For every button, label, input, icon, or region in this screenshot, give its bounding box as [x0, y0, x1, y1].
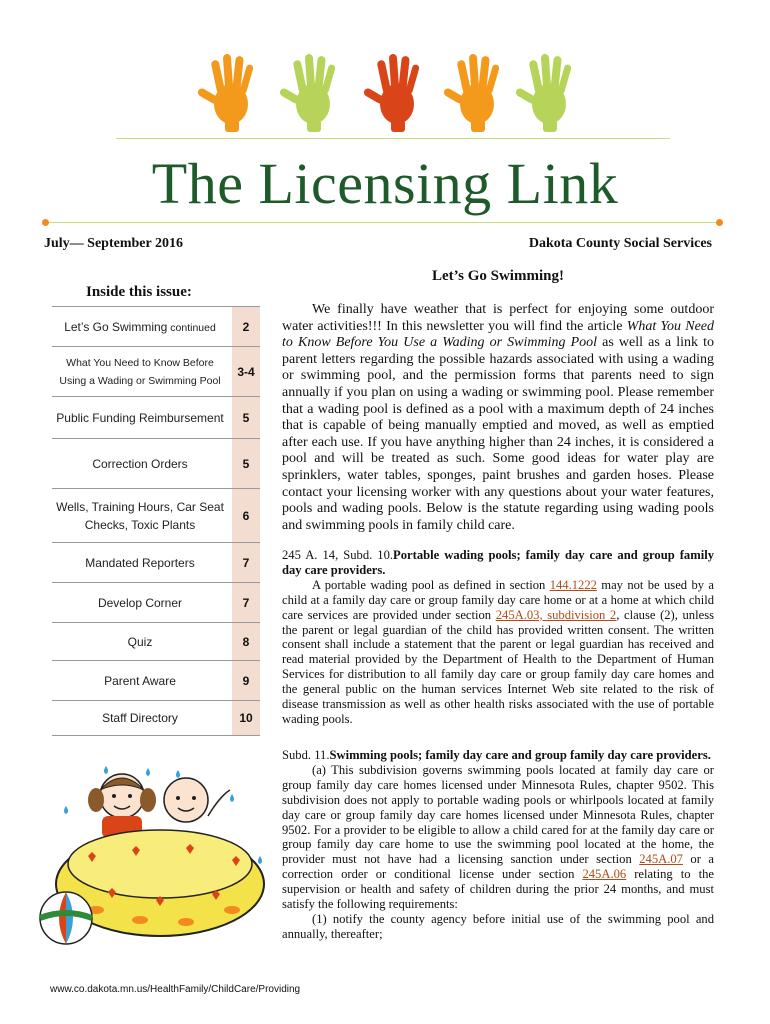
toc-page-number: 7 — [232, 543, 260, 583]
footer-url[interactable]: www.co.dakota.mn.us/HealthFamily/ChildCare/Providing — [50, 984, 301, 995]
toc-row[interactable] — [52, 700, 260, 736]
toc-page-number: 6 — [232, 489, 260, 543]
toc-label: Correction Orders — [92, 457, 188, 471]
statute-link[interactable]: 245A.07 — [639, 852, 683, 867]
hand-icon — [195, 52, 265, 134]
toc-label: Mandated Reporters — [85, 556, 195, 570]
toc-page-number: 10 — [232, 701, 260, 735]
rule-end-dot — [716, 219, 723, 226]
masthead-top-rule — [116, 138, 670, 139]
statute-subd-10 — [282, 548, 714, 727]
toc-page-number: 9 — [232, 661, 260, 701]
statute-link[interactable]: 144.1222 — [549, 577, 597, 592]
masthead-title: The Licensing Link — [151, 151, 619, 216]
toc-label: Let’s Go Swimming continued — [64, 319, 216, 334]
toc-row[interactable] — [52, 306, 260, 347]
toc-page-number: 5 — [232, 397, 260, 439]
toc-page-number: 7 — [232, 583, 260, 623]
hand-icon — [441, 52, 511, 134]
subd-11-heading: Subd. 11.Swimming pools; family day care and group family day care providers. — [282, 748, 711, 762]
statute-subd-11 — [282, 748, 714, 942]
statute-link[interactable]: 245A.06 — [582, 867, 627, 882]
article-title: Let’s Go Swimming! — [432, 268, 564, 284]
publisher-name: Dakota County Social Services — [528, 236, 712, 251]
toc-page-number: 5 — [232, 439, 260, 489]
subd-10-body: A portable wading pool as defined in section 144.1222 may not be used by a child at a family day care or group family day care home or at a home at which child care services are provided under section 245A.03, subdivision 2, clause (2), unless the parent or legal guardian of the child has provided written consent. The written consent shall include a statement that the parent or legal guardian has received and read material provided by the Department of Health to the Department of Human Services for distribution to all family day care or group family day care homes and the general public on the human services Internet Web site related to the risk of disease transmission as well as other health risks associated with the use of portable wading pools. — [282, 577, 714, 726]
toc-row[interactable] — [52, 488, 260, 543]
toc-row[interactable] — [52, 582, 260, 623]
masthead-bottom-rule — [46, 222, 720, 223]
handprints-illustration — [195, 52, 575, 134]
toc-row[interactable] — [52, 396, 260, 439]
subd-10-heading: 245 A. 14, Subd. 10.Portable wading pools; family day care and group family day care providers. — [282, 548, 714, 577]
hand-icon — [277, 52, 347, 134]
subd-11-body: (a) This subdivision governs swimming pools located at family day care or group family day care homes licensed under Minnesota Rules, chapter 9502. This subdivision does not apply to portable wading pools or whirlpools located at family day care or group family day care homes licensed under Minnesota Rules, chapter 9502. For a provider to be eligible to allow a child cared for at the family day care or group family day care home to use the swimming pool located at the home, the provider must not have had a licensing sanction under section 245A.07 or a correction order or conditional license under section 245A.06 relating to the supervision or health and safety of children during the prior 24 months, and must satisfy the following requirements: — [282, 762, 714, 912]
toc-label: Develop Corner — [97, 596, 183, 610]
toc-row[interactable] — [52, 660, 260, 701]
toc-row[interactable] — [52, 438, 260, 489]
subd-11-item-1: (1) notify the county agency before initial use of the swimming pool and annually, thereafter; — [282, 911, 714, 941]
hand-icon — [361, 52, 431, 134]
toc-page-number: 2 — [232, 307, 260, 347]
rule-end-dot — [42, 219, 49, 226]
statute-link[interactable]: 245A.03, subdivision 2 — [495, 607, 617, 622]
toc-row[interactable] — [52, 542, 260, 583]
toc-label: Public Funding Reimbursement — [56, 411, 224, 425]
inside-this-issue-heading: Inside this issue: — [86, 284, 192, 300]
hand-icon — [513, 52, 583, 134]
toc-label: What You Need to Know Before Using a Wading or Swimming Pool — [59, 357, 221, 387]
toc-row[interactable] — [52, 346, 260, 397]
toc-page-number: 8 — [232, 623, 260, 661]
toc-label: Quiz — [127, 635, 153, 649]
article-intro: We finally have weather that is perfect for enjoying some outdoor water activities!!! In this newsletter you will find the article What You Need to Know Before You Use a Wading or Swimming Pool as well as a link to parent letters regarding the possible hazards associated with using a wading or swimming pool, and the permission forms that parents need to sign annually if you plan on using a wading or swimming pool. Please remember that a wading pool is defined as a pool with a maximum depth of 24 inches that is capable of being manually emptied and moved, as well as emptied after each use. If you have anything higher than 24 inches, it is considered a pool and will be treated as such. Some good ideas for water play are sprinklers, water tables, sponges, paint brushes and garden hoses. Please contact your licensing worker with any questions about your water features, pools and wading pools. Below is the statute regarding using wading pools and swimming pools in family child care. — [282, 302, 714, 533]
toc-row[interactable] — [52, 622, 260, 661]
toc-label: Staff Directory — [102, 711, 178, 725]
toc-page-number: 3-4 — [232, 347, 260, 397]
issue-date: July— September 2016 — [44, 236, 183, 251]
kids-in-pool-illustration — [36, 760, 272, 960]
toc-label: Wells, Training Hours, Car Seat Checks, Toxic Plants — [56, 500, 224, 532]
toc-label: Parent Aware — [104, 674, 176, 688]
